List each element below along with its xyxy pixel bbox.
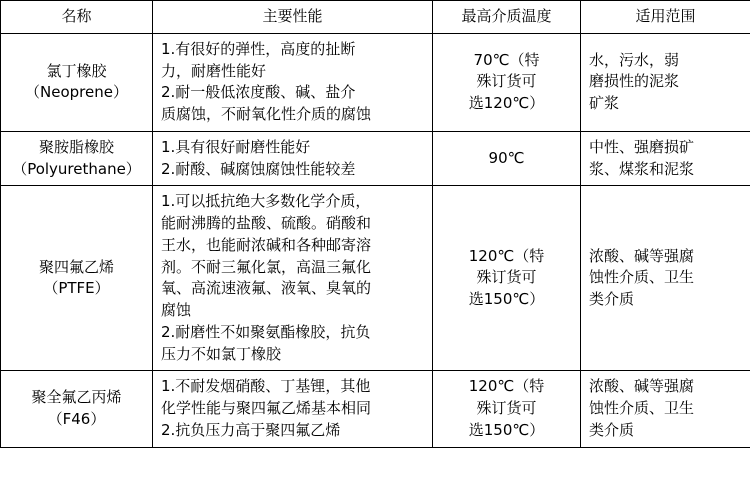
table-header (1, 1, 750, 34)
cell-max-temperature: 120℃（特 殊订货可 选150℃） (433, 186, 581, 371)
table-body (1, 33, 750, 447)
cell-material-name: 氯丁橡胶 （Neoprene） (1, 33, 153, 131)
cell-scope: 浓酸、碱等强腐 蚀性介质、卫生 类介质 (581, 371, 750, 447)
table-header-row (1, 1, 750, 34)
table-row (1, 131, 750, 186)
cell-material-name: 聚四氟乙烯 （PTFE） (1, 186, 153, 371)
column-header-properties: 主要性能 (153, 1, 433, 34)
cell-max-temperature: 120℃（特 殊订货可 选150℃） (433, 371, 581, 447)
cell-material-name: 聚胺脂橡胶 （Polyurethane） (1, 131, 153, 186)
cell-scope: 中性、强磨损矿 浆、煤浆和泥浆 (581, 131, 750, 186)
cell-properties: 1.具有很好耐磨性能好 2.耐酸、碱腐蚀腐蚀性能较差 (153, 131, 433, 186)
cell-material-name: 聚全氟乙丙烯 （F46） (1, 371, 153, 447)
cell-properties: 1.不耐发烟硝酸、丁基锂，其他 化学性能与聚四氟乙烯基本相同 2.抗负压力高于聚四氟乙烯 (153, 371, 433, 447)
cell-scope: 浓酸、碱等强腐 蚀性介质、卫生 类介质 (581, 186, 750, 371)
cell-properties: 1.有很好的弹性，高度的扯断 力，耐磨性能好 2.耐一般低浓度酸、碱、盐介 质腐蚀，不耐氧化性介质的腐蚀 (153, 33, 433, 131)
cell-max-temperature: 90℃ (433, 131, 581, 186)
cell-max-temperature: 70℃（特 殊订货可 选120℃） (433, 33, 581, 131)
table-row (1, 33, 750, 131)
column-header-max-temperature: 最高介质温度 (433, 1, 581, 34)
table-row (1, 186, 750, 371)
cell-scope: 水，污水，弱 磨损性的泥浆 矿浆 (581, 33, 750, 131)
column-header-scope: 适用范围 (581, 1, 750, 34)
table-row (1, 371, 750, 447)
cell-properties: 1.可以抵抗绝大多数化学介质， 能耐沸腾的盐酸、硫酸。硝酸和 王水，也能耐浓碱和各种邮寄溶 剂。不耐三氟化氯，高温三氟化 氧、高流速液氟、液氧、臭氧的 腐蚀 2.耐磨性不如聚氨酯橡胶，抗负 压力不如氯丁橡胶 (153, 186, 433, 371)
column-header-name: 名称 (1, 1, 153, 34)
